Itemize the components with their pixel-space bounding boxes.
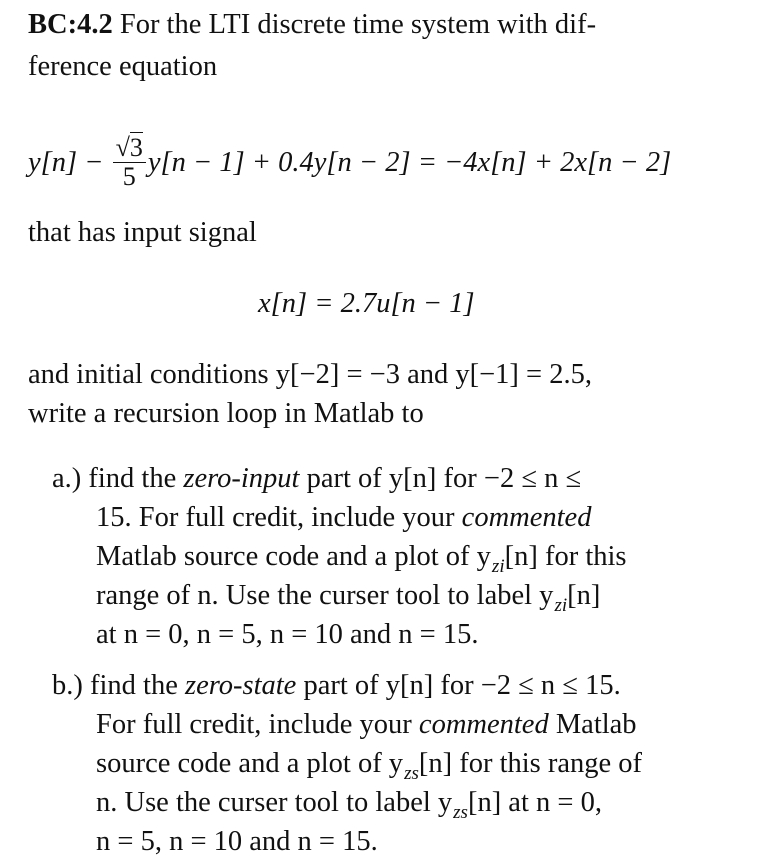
intro-text-2: ference equation [28,51,218,82]
part-b-text: For full credit, include your [96,709,419,740]
part-b-emphasis: zero-state [184,670,297,701]
part-a-line-3 [96,540,627,577]
part-a-text: 15. For full credit, include your [96,502,462,533]
part-a-text: [n] for this [504,541,627,572]
part-a-text: [n] [567,580,601,611]
input-eq: x[n] = 2.7u[n − 1] [258,288,475,319]
part-b-text: n = 5, n = 10 and n = 15. [96,826,378,857]
part-b-emphasis: commented [418,709,549,740]
input-equation [258,287,475,321]
intro-text-1: For the LTI discrete time system with dif- [119,9,597,40]
part-a-line-2 [96,501,591,535]
part-b-line-2 [96,708,637,742]
part-b-text: part of y[n] for −2 ≤ n ≤ 15. [296,670,621,701]
eq-fraction-denominator: 5 [122,162,136,191]
part-b-line-5 [96,825,378,859]
part-b-line-4 [96,786,602,823]
sqrt-symbol: √3 [115,133,143,162]
difference-equation [28,133,672,193]
intro-line-2 [28,50,217,84]
part-a-subscript: zi [554,595,568,616]
part-b-marker: b.) [52,670,83,701]
part-b-text: find the [90,670,185,701]
part-a-text: find the [88,463,184,494]
ic-text-2: write a recursion loop in Matlab to [28,398,424,429]
part-a-emphasis: zero-input [183,463,300,494]
initial-conditions-line-2 [28,397,424,431]
ic-text-1: and initial conditions y[−2] = −3 and y[−1] = 2.5, [28,359,592,390]
eq-fraction [113,134,146,191]
problem-label: BC:4.2 [28,9,113,40]
part-a-text: Matlab source code and a plot of y [96,541,491,572]
part-b-text: source code and a plot of y [96,748,404,779]
input-text: that has input signal [28,217,257,248]
part-a-subscript: zi [491,556,505,577]
part-a-marker: a.) [52,463,82,494]
part-b-subscript: zs [404,763,419,784]
eq-fraction-numerator [113,134,146,163]
part-a-line-5 [96,618,479,652]
eq-rest: y[n − 1] + 0.4y[n − 2] = −4x[n] + 2x[n − 2] [147,147,672,179]
part-b-line-1 [52,669,621,703]
part-a-emphasis: commented [461,502,592,533]
part-b-text: [n] at n = 0, [467,787,602,818]
part-b-text: Matlab [548,709,637,740]
part-a-line-4 [96,579,600,616]
part-a-text: at n = 0, n = 5, n = 10 and n = 15. [96,619,479,650]
part-a-text: range of n. Use the curser tool to label y [96,580,554,611]
initial-conditions-line-1 [28,358,592,392]
intro-line-1 [28,8,596,42]
part-a-line-1 [52,462,581,496]
input-text-line [28,216,257,250]
part-b-subscript: zs [453,802,468,823]
part-b-text: [n] for this range of [418,748,643,779]
part-b-text: n. Use the curser tool to label y [96,787,453,818]
eq-lhs-start: y[n] − [28,147,111,179]
part-a-text: part of y[n] for −2 ≤ n ≤ [299,463,582,494]
part-b-line-3 [96,747,642,784]
